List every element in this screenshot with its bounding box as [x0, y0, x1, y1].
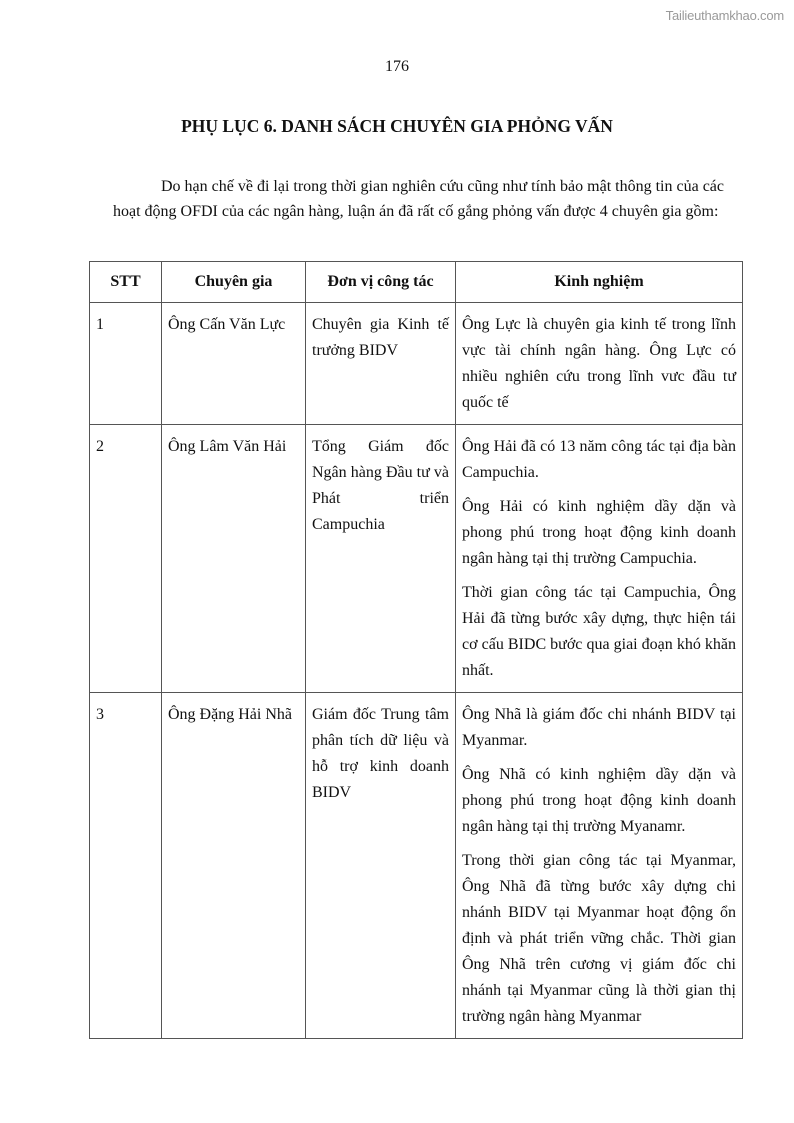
cell-experience — [456, 693, 743, 1039]
cell-expert: Ông Cấn Văn Lực — [162, 303, 306, 425]
cell-unit: Chuyên gia Kinh tế trưởng BIDV — [306, 303, 456, 425]
cell-experience — [456, 425, 743, 693]
cell-stt: 3 — [90, 693, 162, 1039]
cell-expert: Ông Lâm Văn Hải — [162, 425, 306, 693]
intro-paragraph — [113, 174, 743, 224]
table-row — [90, 303, 743, 425]
header-experience: Kinh nghiệm — [456, 262, 743, 303]
cell-experience — [456, 303, 743, 425]
cell-stt: 1 — [90, 303, 162, 425]
header-unit: Đơn vị công tác — [306, 262, 456, 303]
experience-paragraph: Ông Nhã là giám đốc chi nhánh BIDV tại Myanmar. — [462, 706, 736, 749]
header-expert: Chuyên gia — [162, 262, 306, 303]
experience-paragraph: Ông Nhã có kinh nghiệm dầy dặn và phong phú trong hoạt động kinh doanh ngân hàng tại thị trường Myanamr. — [462, 766, 736, 835]
cell-stt: 2 — [90, 425, 162, 693]
page-number: 176 — [385, 58, 409, 75]
header-stt: STT — [90, 262, 162, 303]
intro-text: Do hạn chế về đi lại trong thời gian nghiên cứu cũng như tính bảo mật thông tin của các hoạt động OFDI của các ngân hàng, luận án đã rất cố gắng phỏng vấn được 4 chuyên gia gồm: — [113, 178, 724, 220]
experience-paragraph: Thời gian công tác tại Campuchia, Ông Hải đã từng bước xây dựng, thực hiện tái cơ cấu BIDC bước qua giai đoạn khó khăn nhất. — [462, 584, 736, 679]
cell-unit: Tổng Giám đốc Ngân hàng Đầu tư và Phát triển Campuchia — [306, 425, 456, 693]
experts-table — [89, 261, 743, 1039]
cell-expert: Ông Đặng Hải Nhã — [162, 693, 306, 1039]
table-header-row — [90, 262, 743, 303]
experience-paragraph: Ông Lực là chuyên gia kinh tế trong lĩnh vực tài chính ngân hàng. Ông Lực có nhiều nghiên cứu trong lĩnh vưc đầu tư quốc tế — [462, 316, 736, 411]
table-row — [90, 693, 743, 1039]
table-row — [90, 425, 743, 693]
watermark: Tailieuthamkhao.com — [665, 8, 784, 23]
experience-paragraph: Ông Hải có kinh nghiệm dầy dặn và phong phú trong hoạt động kinh doanh ngân hàng tại thị trường Campuchia. — [462, 498, 736, 567]
experience-paragraph: Trong thời gian công tác tại Myanmar, Ông Nhã đã từng bước xây dựng chi nhánh BIDV tại Myanmar hoạt động ổn định và phát triển vững chắc. Thời gian Ông Nhã trên cương vị giám đốc chi nhánh tại Myanmar cũng là thời gian thị trường ngân hàng Myanmar — [462, 852, 736, 1025]
page-title: PHỤ LỤC 6. DANH SÁCH CHUYÊN GIA PHỎNG VẤN — [181, 116, 613, 136]
experience-paragraph: Ông Hải đã có 13 năm công tác tại địa bàn Campuchia. — [462, 438, 736, 481]
cell-unit: Giám đốc Trung tâm phân tích dữ liệu và hỗ trợ kinh doanh BIDV — [306, 693, 456, 1039]
